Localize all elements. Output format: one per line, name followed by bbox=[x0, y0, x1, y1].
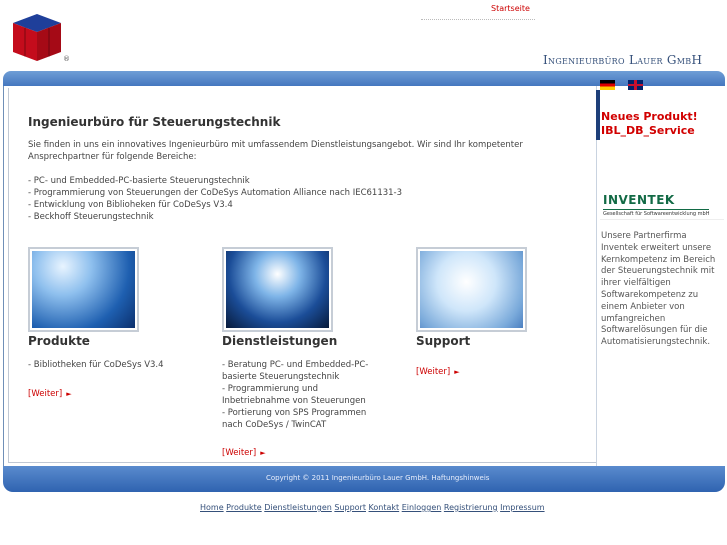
english-flag-icon[interactable] bbox=[628, 80, 643, 90]
products-more-link[interactable]: [Weiter] bbox=[28, 389, 63, 399]
footer-link-home[interactable]: Home bbox=[200, 503, 224, 512]
startseite-link[interactable]: Startseite bbox=[491, 4, 530, 13]
copyright-text: Copyright © 2011 Ingenieurbüro Lauer GmbH. Haftungshinweis bbox=[266, 474, 490, 482]
partner-description: Unsere Partnerfirma Inventek erweitert unsere Kernkompetenz im Bereich der Steuerungstechnik mit ihrer vielfältigen Softwarekompetenz zu einem Anbieter von umfangreichen Softwarelösungen für die Automatisierungstechnik. bbox=[601, 231, 716, 348]
arrow-right-icon: ► bbox=[454, 368, 460, 376]
registered-mark: ® bbox=[63, 55, 70, 63]
footer-link-support[interactable]: Support bbox=[334, 503, 366, 512]
footer-link-impressum[interactable]: Impressum bbox=[500, 503, 545, 512]
inventek-logo-tagline: Gesellschaft für Softwareentwicklung mbH bbox=[603, 211, 710, 217]
intro-text: Sie finden in uns ein innovatives Ingenieurbüro mit umfassendem Dienstleistungsangebot. Wir sind Ihr kompetenter Ansprechpartner für folgende Bereiche: bbox=[28, 140, 523, 162]
language-switcher bbox=[600, 80, 651, 99]
services-title: Dienstleistungen bbox=[222, 334, 338, 348]
services-image[interactable] bbox=[222, 247, 333, 332]
intro-block bbox=[28, 139, 548, 223]
arrow-right-icon: ► bbox=[260, 449, 266, 457]
products-image[interactable] bbox=[28, 247, 139, 332]
products-title: Produkte bbox=[28, 334, 90, 348]
inventek-logo-name: INVENTEK bbox=[603, 193, 675, 207]
footer-link-dienstleistungen[interactable]: Dienstleistungen bbox=[264, 503, 332, 512]
page-title: Ingenieurbüro für Steuerungstechnik bbox=[28, 115, 281, 129]
service-bullet: - Entwicklung von Biblioheken für CoDeSys V3.4 bbox=[28, 200, 233, 210]
support-more[interactable] bbox=[416, 359, 460, 378]
service-bullet: - Beckhoff Steuerungstechnik bbox=[28, 212, 154, 222]
footer-nav bbox=[200, 503, 545, 512]
services-more-link[interactable]: [Weiter] bbox=[222, 448, 257, 458]
services-line: nach CoDeSys / TwinCAT bbox=[222, 420, 327, 430]
german-flag-icon[interactable] bbox=[600, 80, 615, 90]
company-name: Ingenieurbüro Lauer GmbH bbox=[543, 53, 703, 67]
services-line: basierte Steuerungstechnik bbox=[222, 372, 340, 382]
support-more-link[interactable]: [Weiter] bbox=[416, 367, 451, 377]
footer-link-produkte[interactable]: Produkte bbox=[226, 503, 262, 512]
services-more[interactable] bbox=[222, 440, 266, 459]
new-product-heading[interactable]: Neues Produkt! bbox=[601, 110, 698, 123]
new-product-name[interactable]: IBL_DB_Service bbox=[601, 124, 695, 137]
services-line: - Programmierung und bbox=[222, 384, 319, 394]
support-image[interactable] bbox=[416, 247, 527, 332]
services-line: Inbetriebnahme von Steuerungen bbox=[222, 396, 366, 406]
arrow-right-icon: ► bbox=[66, 390, 72, 398]
products-more[interactable] bbox=[28, 381, 72, 400]
services-list bbox=[222, 359, 368, 431]
footer-link-registrierung[interactable]: Registrierung bbox=[443, 503, 498, 512]
service-bullet: - Programmierung von Steuerungen der CoDeSys Automation Alliance nach IEC61131-3 bbox=[28, 188, 403, 198]
services-line: - Portierung von SPS Programmen bbox=[222, 408, 367, 418]
support-title: Support bbox=[416, 334, 471, 348]
services-line: - Beratung PC- und Embedded-PC- bbox=[222, 360, 369, 370]
footer-link-kontakt[interactable]: Kontakt bbox=[368, 503, 400, 512]
products-line: - Bibliotheken für CoDeSys V3.4 bbox=[28, 360, 164, 370]
service-bullet: - PC- und Embedded-PC-basierte Steuerungstechnik bbox=[28, 176, 250, 186]
header-divider bbox=[421, 19, 535, 20]
company-logo bbox=[12, 14, 62, 62]
footer-link-einloggen[interactable]: Einloggen bbox=[401, 503, 442, 512]
